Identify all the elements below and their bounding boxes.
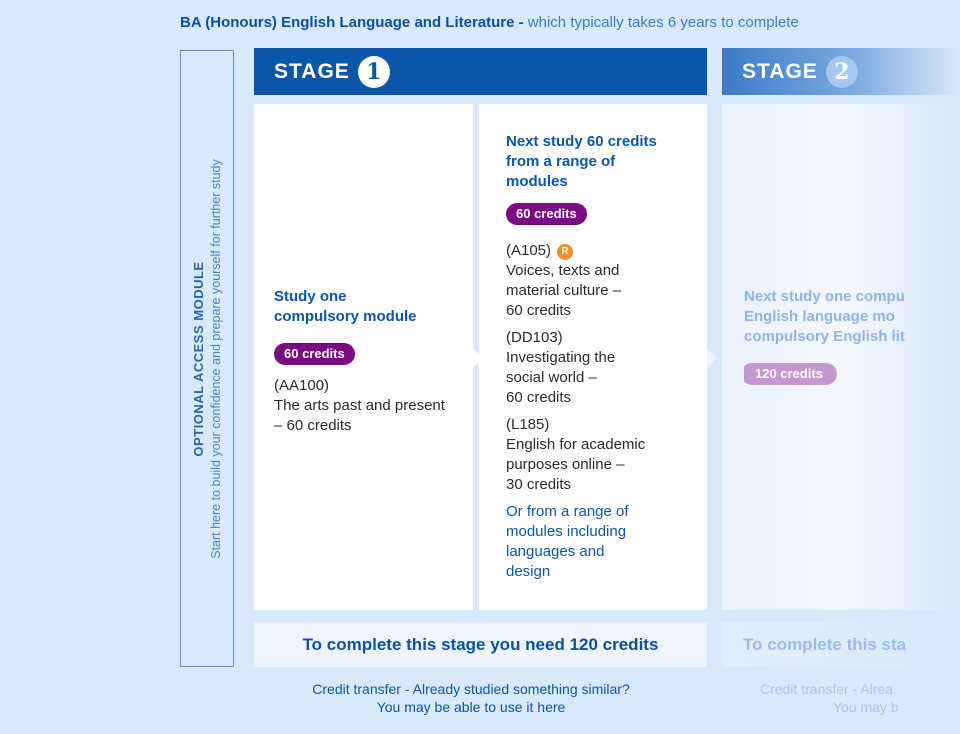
access-module-title: OPTIONAL ACCESS MODULE (191, 260, 206, 457)
stage-1-completion-bar: To complete this stage you need 120 credits (254, 622, 707, 667)
stage-2-completion-bar: To complete this sta (722, 622, 960, 667)
module-code: (A105) (506, 242, 552, 259)
credits-pill: 60 credits (274, 343, 355, 365)
stage-2-card (722, 104, 960, 610)
module-code: (DD103) (506, 329, 563, 346)
stage-label: STAGE (274, 59, 350, 83)
stage-number-badge: 2 (826, 56, 858, 88)
stage-number-badge: 1 (358, 56, 390, 88)
credits-pill: 60 credits (506, 203, 587, 225)
module-entry[interactable]: (AA100) The arts past and present – 60 credits (274, 376, 464, 436)
card-heading: Next study one compu English language mo compulsory English lit (744, 288, 905, 345)
module-entry[interactable]: (L185) English for academic purposes online – 30 credits (506, 415, 679, 495)
module-code: (AA100) (274, 377, 330, 394)
course-duration: which typically takes 6 years to complete (527, 14, 799, 31)
module-entry[interactable]: (A105) R Voices, texts and material culture – 60 credits (506, 242, 622, 319)
module-entry[interactable]: (DD103) Investigating the social world – 60 credits (506, 328, 679, 408)
card-heading: Next study 60 credits from a range of modules (506, 133, 657, 190)
arrow-right-icon (707, 348, 717, 368)
credit-transfer-link-faded[interactable]: Credit transfer - Alrea You may b (760, 681, 899, 715)
credits-pill: 120 credits (744, 363, 837, 385)
stage-2-header (722, 48, 960, 95)
access-module-subtitle: Start here to build your confidence and prepare yourself for further study (209, 158, 223, 559)
credit-transfer-link[interactable]: Credit transfer - Already studied something similar? You may be able to use it here (312, 681, 630, 715)
stage-1-options-card (479, 104, 707, 610)
more-modules-link[interactable]: Or from a range of modules including languages and design (506, 503, 629, 580)
stage-1-header (254, 48, 707, 95)
stage-1-compulsory-card (254, 104, 473, 610)
r-badge-icon: R (557, 244, 573, 260)
optional-access-module[interactable] (180, 50, 234, 667)
page-title (180, 14, 799, 31)
module-code: (L185) (506, 416, 550, 433)
course-title: BA (Honours) English Language and Literature - (180, 14, 524, 31)
stage-label: STAGE (742, 59, 818, 83)
card-heading: Study one compulsory module (274, 288, 417, 325)
